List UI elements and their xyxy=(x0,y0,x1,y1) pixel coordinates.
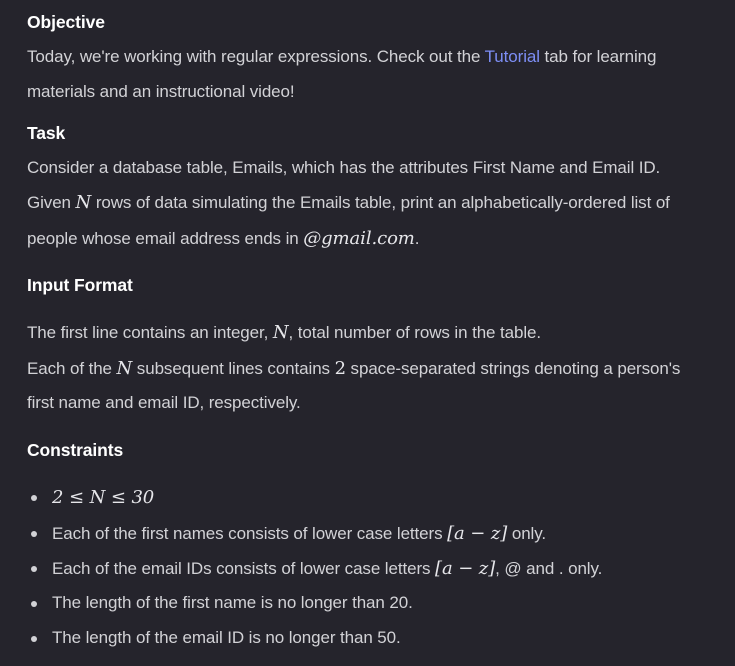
math-gmail: @gmail.com xyxy=(303,228,415,249)
task-line-2 xyxy=(27,192,670,213)
objective-text-post: tab for learning xyxy=(539,47,657,66)
task-line-3-post: . xyxy=(414,229,420,248)
objective-line-1 xyxy=(27,47,656,67)
objective-line-2: materials and an instructional video! xyxy=(27,82,295,101)
constraint-text xyxy=(52,558,602,579)
task-line-2-pre: Given xyxy=(27,193,76,212)
bullet-icon xyxy=(31,566,37,572)
input-line-2 xyxy=(27,358,680,379)
constraint-text-post: only. xyxy=(507,524,546,543)
constraint-text: The length of the email ID is no longer than 50. xyxy=(52,628,401,647)
math-n: N xyxy=(75,192,92,213)
constraint-text xyxy=(52,523,546,544)
bullet-icon xyxy=(31,601,37,607)
task-line-2-post: rows of data simulating the Emails table, print an alphabetically-ordered list of xyxy=(91,193,670,212)
input-line-1-pre: The first line contains an integer, xyxy=(27,323,273,342)
input-line-1-post: , total number of rows in the table. xyxy=(288,323,542,342)
task-line-3 xyxy=(27,228,419,249)
constraint-n-range: 2 ≤ N ≤ 30 xyxy=(52,487,155,508)
constraint-text-pre: Each of the first names consists of lower case letters xyxy=(52,524,448,543)
input-line-2-post: space-separated strings denoting a person's xyxy=(345,359,681,378)
task-line-1: Consider a database table, Emails, which has the attributes First Name and Email ID. xyxy=(27,158,661,177)
input-line-2-pre: Each of the xyxy=(27,359,117,378)
task-line-3-pre: people whose email address ends in xyxy=(27,229,304,248)
objective-text-pre: Today, we're working with regular expressions. Check out the xyxy=(27,47,485,66)
input-line-1 xyxy=(27,322,541,343)
bullet-icon xyxy=(31,636,37,642)
math-n: N xyxy=(116,358,133,379)
math-two: 2 xyxy=(334,358,346,379)
objective-heading: Objective xyxy=(27,12,105,32)
bullet-icon xyxy=(31,495,37,501)
input-line-3: first name and email ID, respectively. xyxy=(27,393,301,412)
math-range: [a − z] xyxy=(435,558,496,579)
tutorial-link[interactable]: Tutorial xyxy=(484,47,540,66)
constraints-heading: Constraints xyxy=(27,440,124,460)
constraint-text-post: , @ and . only. xyxy=(495,559,603,578)
constraint-text-pre: Each of the email IDs consists of lower case letters xyxy=(52,559,436,578)
task-heading: Task xyxy=(27,123,66,143)
bullet-icon xyxy=(31,531,37,537)
math-n: N xyxy=(272,322,289,343)
input-line-2-mid: subsequent lines contains xyxy=(132,359,335,378)
input-format-heading: Input Format xyxy=(27,275,133,295)
constraint-text: The length of the first name is no longer than 20. xyxy=(52,593,413,612)
math-range: [a − z] xyxy=(447,523,508,544)
